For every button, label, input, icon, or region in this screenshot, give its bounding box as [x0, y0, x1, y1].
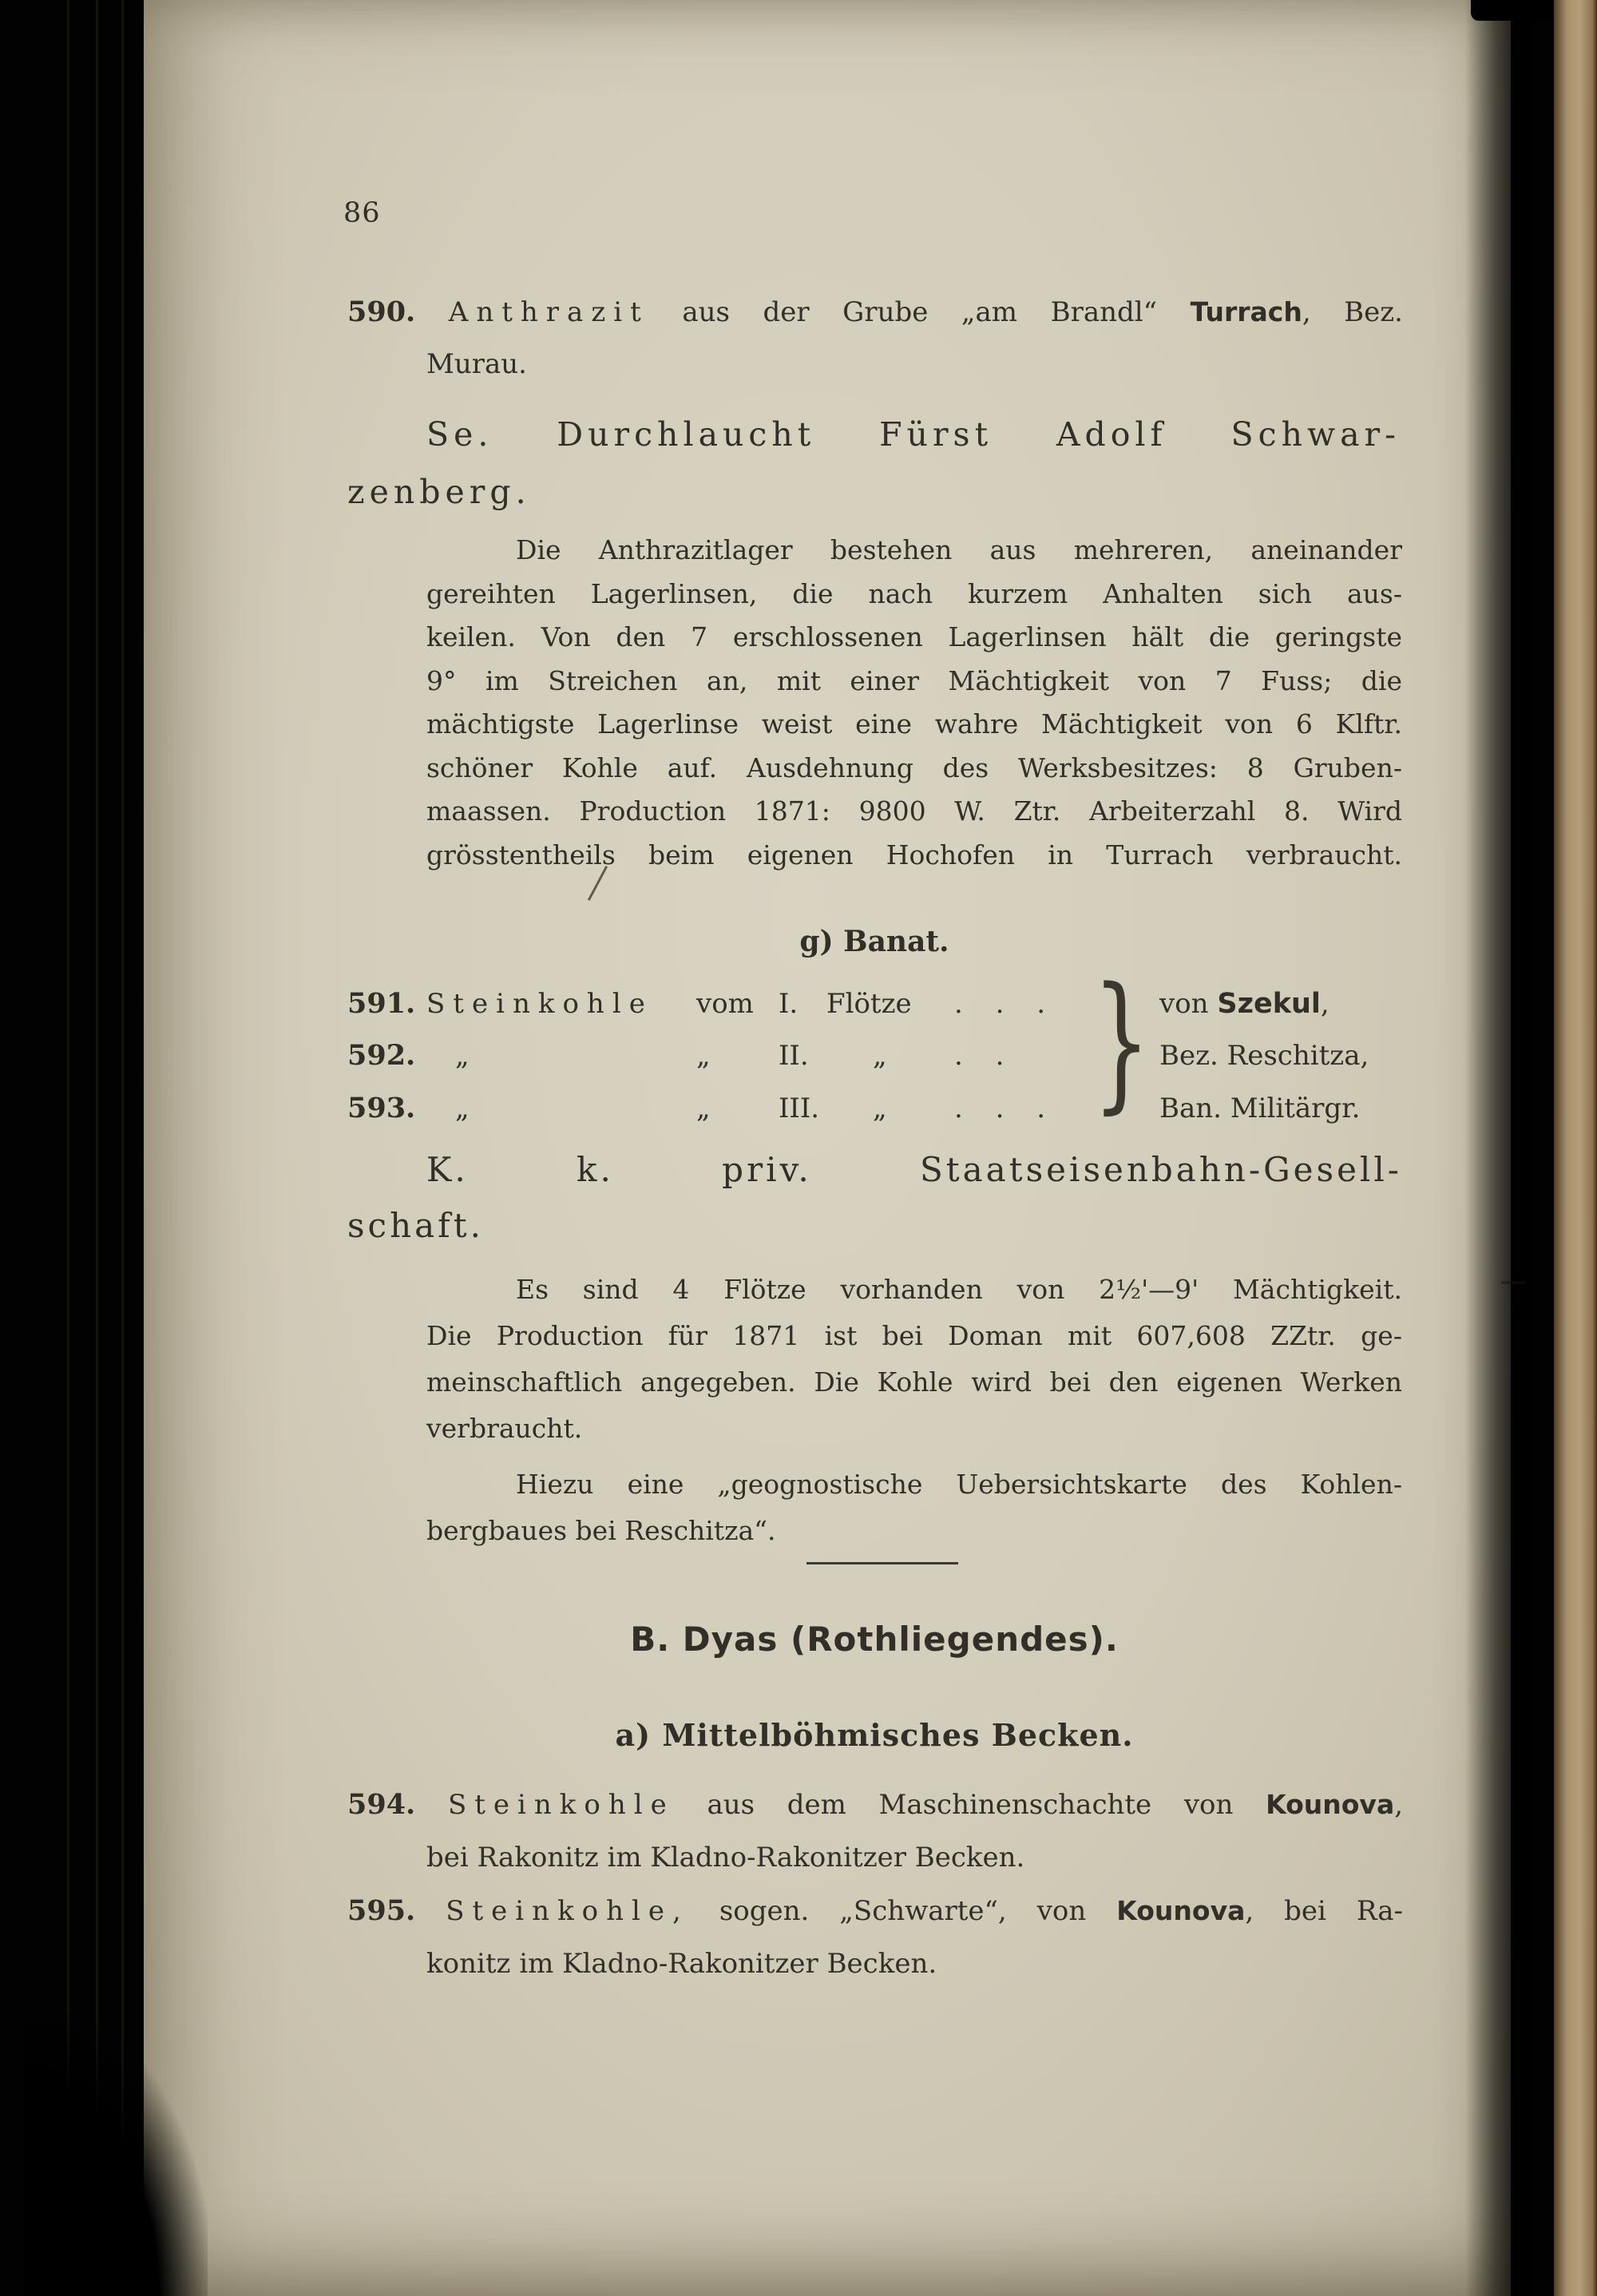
entry-591-seam-number: I.: [779, 988, 798, 1020]
description-line: schöner Kohle auf. Ausdehnung des Werksbesitzes: 8 Gruben-: [426, 751, 1402, 783]
entry-590-description: [426, 529, 1402, 877]
entry-591-row: [347, 985, 1146, 1022]
section-heading-banat: g) Banat.: [799, 925, 949, 958]
brace-label-line-1: [1159, 985, 1330, 1022]
brace-label-line-2: Bez. Reschitza,: [1159, 1040, 1369, 1072]
description-line: grösstentheils beim eigenen Hochofen in Turrach verbraucht.: [426, 839, 1402, 870]
leader-dots: . . .: [954, 988, 1058, 1020]
description-line: 9° im Streichen an, mit einer Mächtigkeit von 7 Fuss; die: [426, 664, 1402, 696]
section-heading-dyas: B. Dyas (Rothliegendes).: [630, 1620, 1119, 1659]
entry-593-number: 593.: [347, 1092, 416, 1124]
entry-593-ditto: „: [455, 1092, 470, 1124]
company-heading-line-2: schaft.: [347, 1206, 484, 1245]
entry-590-line-2: Murau.: [426, 348, 527, 380]
entry-592-ditto: „: [873, 1040, 887, 1072]
entry-595-text: sogen. „Schwarte“, von: [719, 1895, 1087, 1927]
entry-595-line-1: [347, 1893, 1403, 1929]
entry-593-seam-number: III.: [779, 1092, 820, 1124]
locality-szekul: Szekul: [1217, 988, 1321, 1020]
description-line: bergbaues bei Reschitza“.: [426, 1515, 776, 1546]
entry-594-term: Steinkohle: [447, 1789, 675, 1821]
entry-595-term: Steinkohle,: [446, 1895, 689, 1927]
entry-592-number: 592.: [347, 1039, 416, 1072]
entry-594-line-2: bei Rakonitz im Kladno-Rakonitzer Becken.: [426, 1842, 1025, 1874]
entry-595-number: 595.: [347, 1894, 416, 1927]
entry-593-ditto: „: [696, 1092, 711, 1124]
grouping-brace: }: [1092, 955, 1151, 1128]
entry-592-ditto: „: [455, 1040, 470, 1072]
entry-594-number: 594.: [347, 1788, 416, 1821]
entry-590-line-1: [347, 294, 1403, 331]
description-line: maassen. Production 1871: 9800 W. Ztr. Arbeiterzahl 8. Wird: [426, 795, 1402, 827]
entry-593-ditto: „: [873, 1092, 887, 1124]
description-line: Hiezu eine „geognostische Uebersichtskarte des Kohlen-: [516, 1469, 1402, 1500]
description-line: meinschaftlich angegeben. Die Kohle wird bei den eigenen Werken: [426, 1366, 1402, 1398]
section-divider-rule: [806, 1562, 958, 1564]
leader-dots: . .: [954, 1040, 1016, 1072]
description-line: keilen. Von den 7 erschlossenen Lagerlinsen hält die geringste: [426, 621, 1402, 652]
entry-594-line-1: [347, 1786, 1403, 1823]
entry-591-term: Steinkohle: [426, 988, 653, 1020]
entry-594-locality: Kounova: [1266, 1789, 1395, 1820]
description-line: verbraucht.: [426, 1413, 583, 1444]
description-line: gereihten Lagerlinsen, die nach kurzem Anhalten sich aus-: [426, 577, 1402, 609]
entry-590-number: 590.: [347, 295, 416, 328]
brace-label-pre: von: [1159, 988, 1209, 1020]
entry-590-text: aus der Grube „am Brandl“: [682, 296, 1158, 328]
description-line: Es sind 4 Flötze vorhanden von 2½'—9' Mächtigkeit.: [516, 1274, 1402, 1305]
entry-591-number: 591.: [347, 987, 416, 1020]
description-line: Die Anthrazitlager bestehen aus mehreren, aneinander: [516, 534, 1402, 565]
entry-595-line-2: konitz im Kladno-Rakonitzer Becken.: [426, 1948, 937, 1980]
entry-591-seam-word: Flötze: [826, 988, 912, 1020]
brace-label-line-3: Ban. Militärgr.: [1159, 1092, 1361, 1124]
map-note-paragraph: [426, 1461, 1402, 1554]
entry-590-term: Anthrazit: [448, 296, 649, 328]
owner-heading-line-1: Se. Durchlaucht Fürst Adolf Schwar-: [426, 415, 1401, 454]
entry-592-ditto: „: [696, 1040, 711, 1072]
entry-593-row: [347, 1090, 1146, 1127]
description-line: mächtigste Lagerlinse weist eine wahre Mächtigkeit von 6 Klftr.: [426, 708, 1402, 740]
description-line: Die Production für 1871 ist bei Doman mit 607,608 ZZtr. ge-: [426, 1320, 1402, 1351]
page-number: 86: [343, 197, 381, 229]
subsection-heading-mittelboehmisches-becken: a) Mittelböhmisches Becken.: [615, 1717, 1134, 1753]
entry-594-text: aus dem Maschinenschachte von: [707, 1789, 1234, 1821]
owner-heading-line-2: zenberg.: [347, 473, 531, 511]
entry-592-seam-number: II.: [779, 1040, 809, 1072]
company-heading-line-1: K. k. priv. Staatseisenbahn-Gesell-: [426, 1150, 1402, 1189]
entry-595-tail: , bei Ra-: [1245, 1895, 1403, 1927]
entry-590-tail: , Bez.: [1302, 296, 1403, 328]
entry-595-locality: Kounova: [1116, 1895, 1246, 1926]
entry-591-vom: vom: [696, 988, 754, 1020]
entry-592-row: [347, 1037, 1146, 1074]
leader-dots: . . .: [954, 1092, 1058, 1124]
entry-594-tail: ,: [1394, 1789, 1404, 1821]
entry-590-locality: Turrach: [1190, 296, 1302, 327]
brace-label-tail: ,: [1320, 988, 1330, 1020]
entries-591-593-description: [426, 1267, 1402, 1452]
